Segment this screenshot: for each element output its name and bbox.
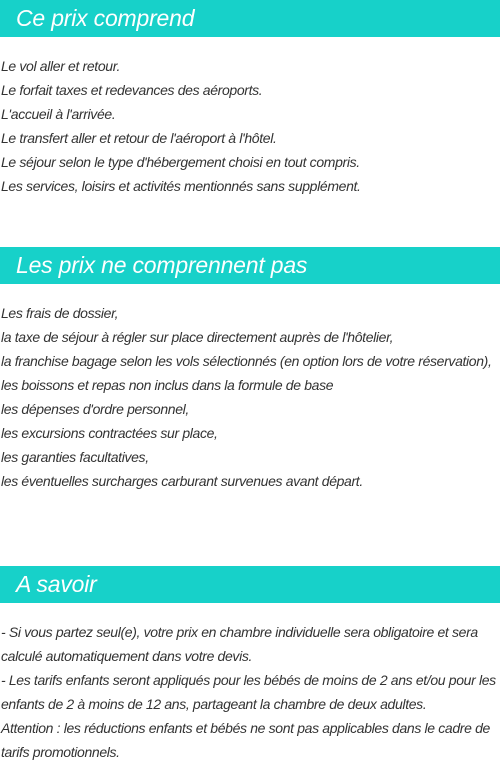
list-item: - Si vous partez seul(e), votre prix en chambre individuelle sera obligatoire et sera calculé automatiquement dans votre devis. bbox=[1, 624, 478, 664]
list-item: la franchise bagage selon les vols sélectionnés (en option lors de votre réservation), bbox=[1, 353, 492, 369]
list-item: Le vol aller et retour. bbox=[1, 58, 121, 74]
list-item: Les frais de dossier, bbox=[1, 305, 119, 321]
section-body bbox=[0, 620, 500, 764]
section-price-excludes bbox=[0, 247, 500, 493]
section-good-to-know bbox=[0, 566, 500, 764]
list-item: Le transfert aller et retour de l'aéroport à l'hôtel. bbox=[1, 130, 277, 146]
list-item: - Les tarifs enfants seront appliqués pour les bébés de moins de 2 ans et/ou pour les enfants de 2 à moins de 12 ans, partageant la chambre de deux adultes. bbox=[1, 672, 496, 712]
section-price-includes bbox=[0, 0, 500, 198]
list-item: les dépenses d'ordre personnel, bbox=[1, 401, 189, 417]
list-item: Le forfait taxes et redevances des aéroports. bbox=[1, 82, 263, 98]
list-item: les garanties facultatives, bbox=[1, 449, 149, 465]
list-item: les éventuelles surcharges carburant survenues avant départ. bbox=[1, 473, 363, 489]
list-item: Les services, loisirs et activités mentionnés sans supplément. bbox=[1, 178, 361, 194]
section-header bbox=[0, 566, 500, 603]
list-item: les boissons et repas non inclus dans la formule de base bbox=[1, 377, 334, 393]
section-body bbox=[0, 54, 500, 198]
section-title: Ce prix comprend bbox=[16, 5, 195, 31]
list-item: Le séjour selon le type d'hébergement choisi en tout compris. bbox=[1, 154, 360, 170]
section-header bbox=[0, 0, 500, 37]
section-title: A savoir bbox=[16, 571, 97, 597]
list-item: la taxe de séjour à régler sur place directement auprès de l'hôtelier, bbox=[1, 329, 394, 345]
section-header bbox=[0, 247, 500, 284]
section-body bbox=[0, 301, 500, 493]
list-item: L'accueil à l'arrivée. bbox=[1, 106, 116, 122]
list-item: Attention : les réductions enfants et bébés ne sont pas applicables dans le cadre de tarifs promotionnels. bbox=[1, 720, 490, 760]
list-item: les excursions contractées sur place, bbox=[1, 425, 218, 441]
section-title: Les prix ne comprennent pas bbox=[16, 252, 308, 278]
